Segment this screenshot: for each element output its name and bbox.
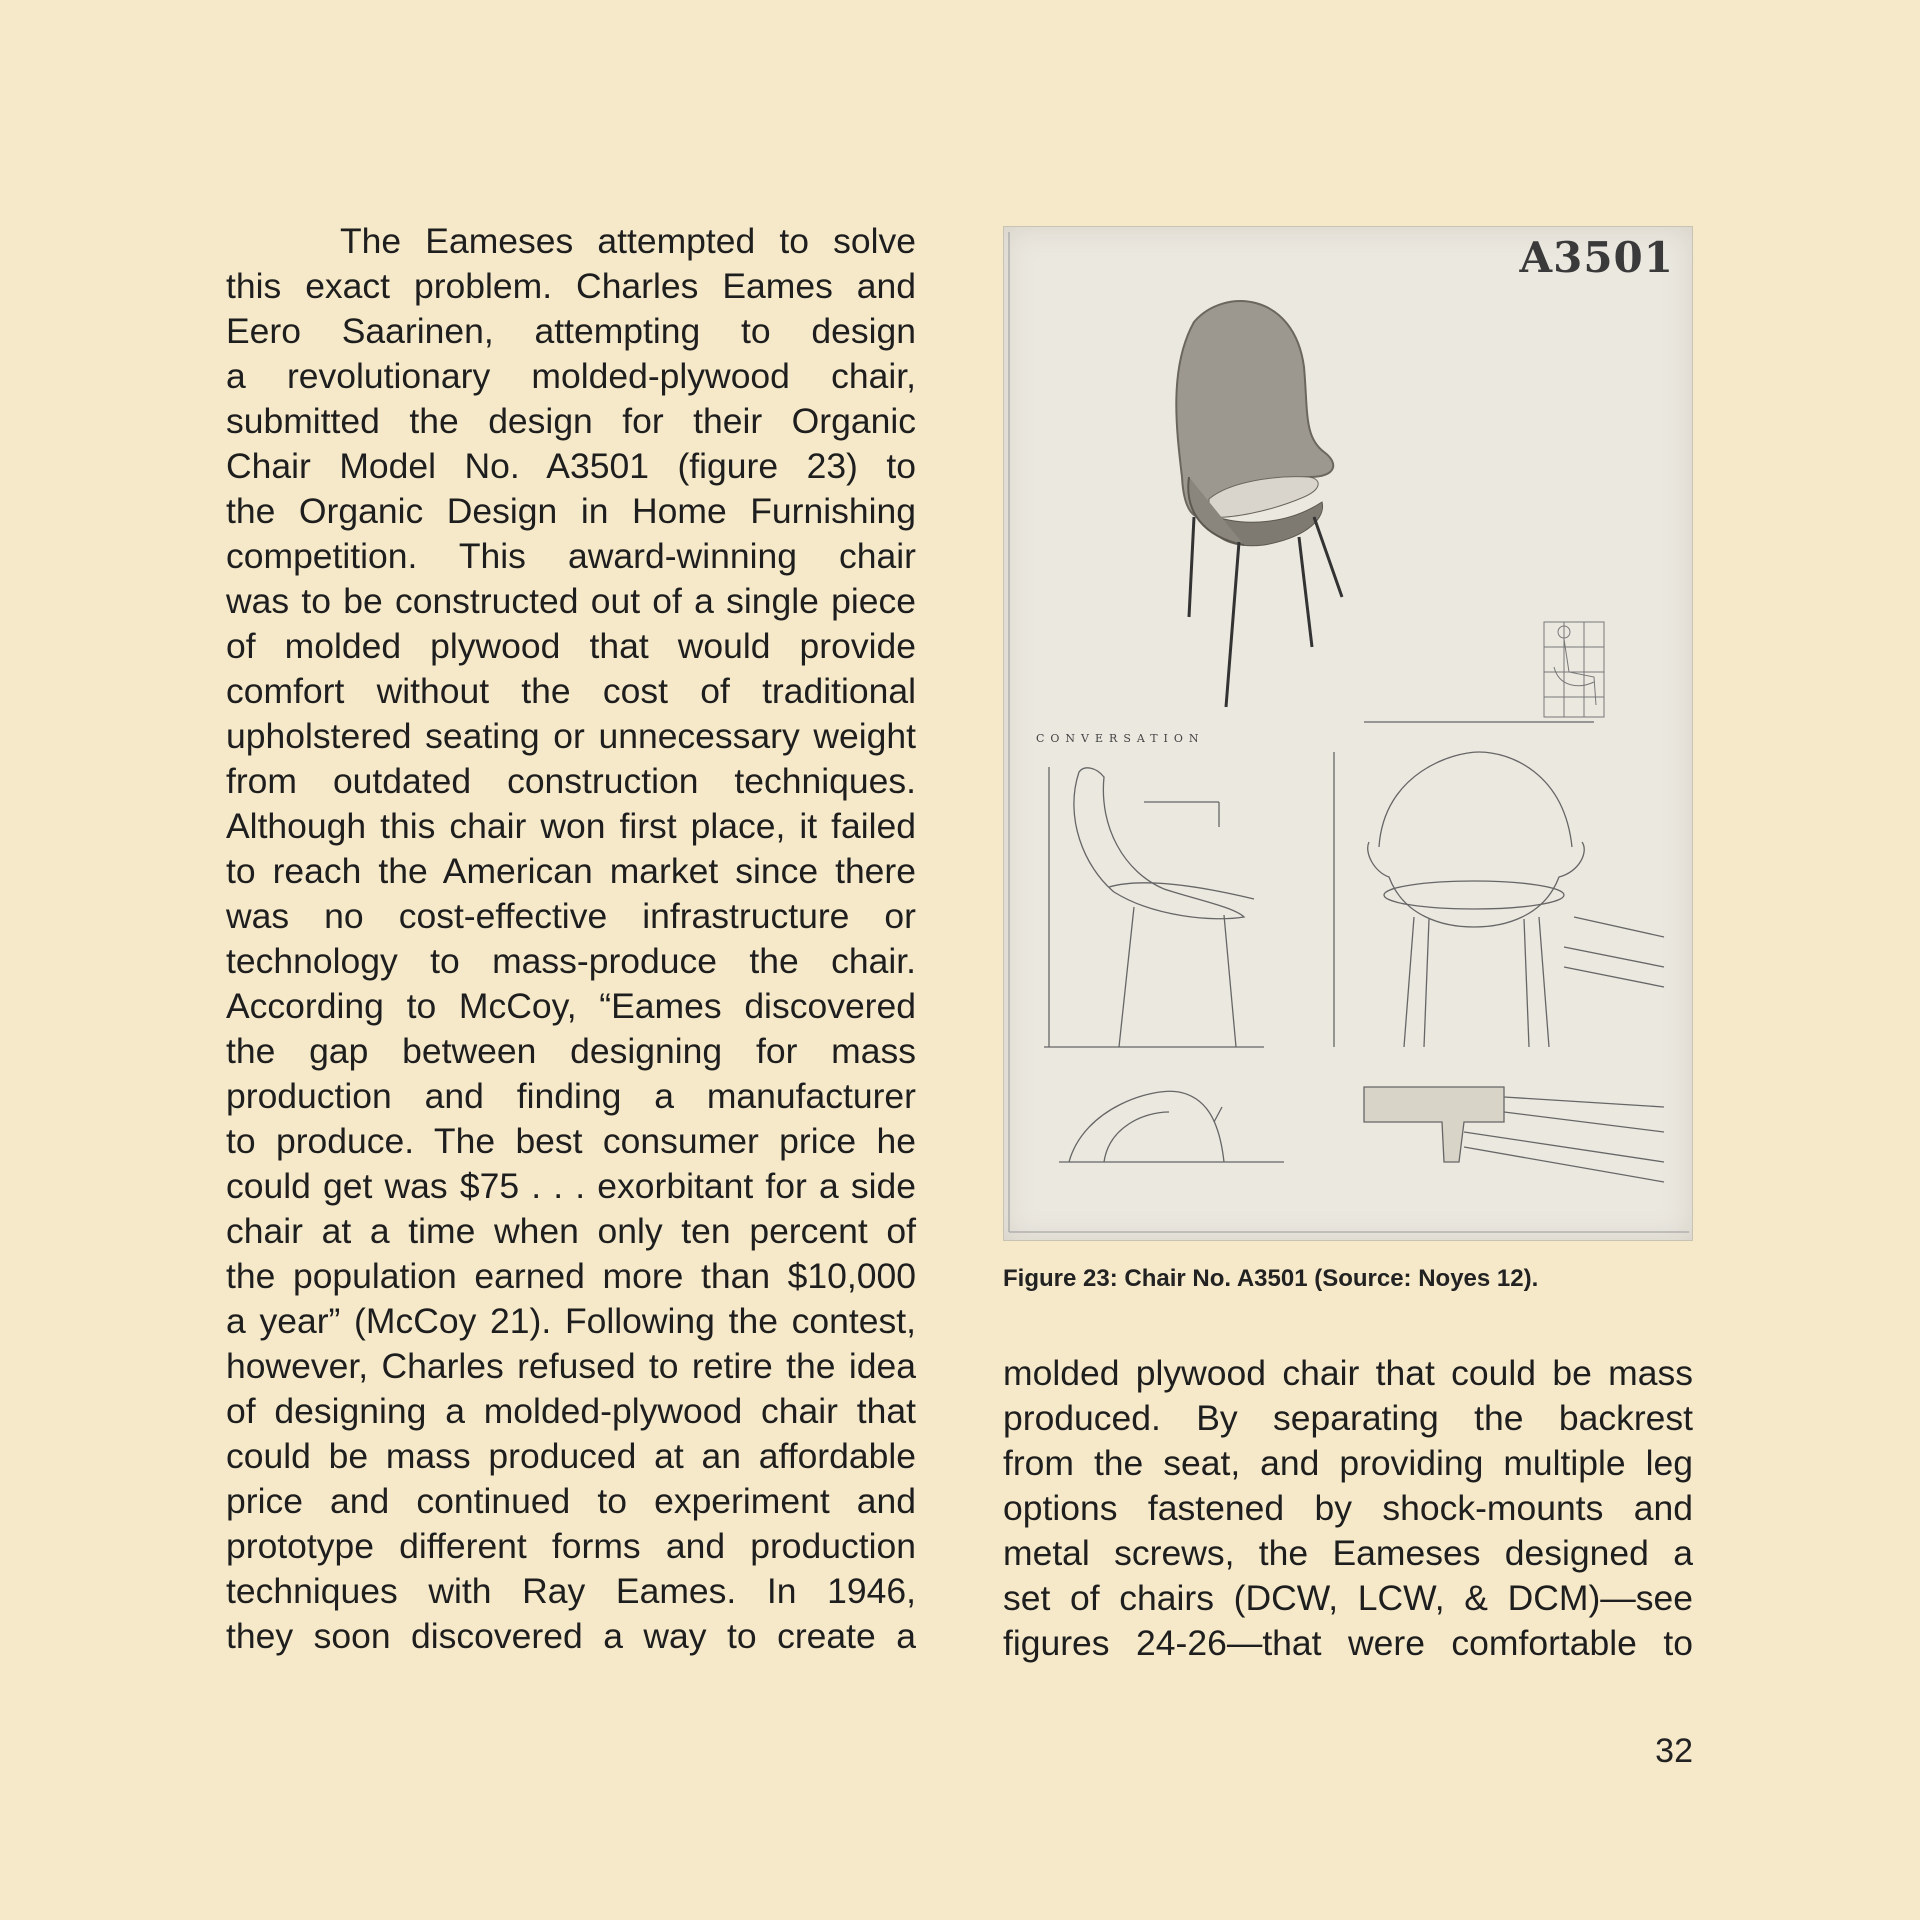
right-text-column bbox=[1003, 1351, 1693, 1666]
side-elevation-drawing bbox=[1044, 767, 1264, 1047]
text-line: upholstered seating or unnecessary weight bbox=[226, 716, 916, 756]
page-number: 32 bbox=[1655, 1732, 1693, 1770]
text-line: they soon discovered a way to create a bbox=[226, 1616, 916, 1656]
section-detail-drawing bbox=[1059, 1087, 1664, 1182]
text-line: the population earned more than $10,000 bbox=[226, 1256, 916, 1296]
text-line: options fastened by shock-mounts and bbox=[1003, 1488, 1693, 1528]
text-line: the Organic Design in Home Furnishing bbox=[226, 491, 916, 531]
text-line: a year” (McCoy 21). Following the contest, bbox=[226, 1301, 916, 1341]
text-line: The Eameses attempted to solve bbox=[340, 221, 916, 261]
person-scale-sketch bbox=[1544, 622, 1604, 717]
text-line: molded plywood chair that could be mass bbox=[1003, 1353, 1693, 1393]
text-line: however, Charles refused to retire the idea bbox=[226, 1346, 916, 1386]
text-line: to reach the American market since there bbox=[226, 851, 916, 891]
text-line: to produce. The best consumer price he bbox=[226, 1121, 916, 1161]
text-line: the gap between designing for mass bbox=[226, 1031, 916, 1071]
text-line: Chair Model No. A3501 (figure 23) to bbox=[226, 446, 916, 486]
text-line: Eero Saarinen, attempting to design bbox=[226, 311, 916, 351]
text-line: of designing a molded-plywood chair that bbox=[226, 1391, 916, 1431]
text-line: a revolutionary molded-plywood chair, bbox=[226, 356, 916, 396]
text-line: submitted the design for their Organic bbox=[226, 401, 916, 441]
text-line: Although this chair won first place, it failed bbox=[226, 806, 916, 846]
text-line: figures 24-26—that were comfortable to bbox=[1003, 1623, 1693, 1663]
text-line: chair at a time when only ten percent of bbox=[226, 1211, 916, 1251]
text-line: from outdated construction techniques. bbox=[226, 761, 916, 801]
text-line: comfort without the cost of traditional bbox=[226, 671, 916, 711]
text-line: According to McCoy, “Eames discovered bbox=[226, 986, 916, 1026]
text-line: production and finding a manufacturer bbox=[226, 1076, 916, 1116]
text-line: competition. This award-winning chair bbox=[226, 536, 916, 576]
figure-model-title: A3501 bbox=[1519, 233, 1674, 282]
text-line: technology to mass-produce the chair. bbox=[226, 941, 916, 981]
figure-conversation-label: CONVERSATION bbox=[1036, 732, 1205, 745]
text-line: could be mass produced at an affordable bbox=[226, 1436, 916, 1476]
text-line: could get was $75 . . . exorbitant for a side bbox=[226, 1166, 916, 1206]
front-elevation-drawing bbox=[1334, 722, 1664, 1047]
text-line: set of chairs (DCW, LCW, & DCM)—see bbox=[1003, 1578, 1693, 1618]
text-line: techniques with Ray Eames. In 1946, bbox=[226, 1571, 916, 1611]
left-text-column bbox=[226, 219, 916, 1659]
text-line: was no cost-effective infrastructure or bbox=[226, 896, 916, 936]
text-line: of molded plywood that would provide bbox=[226, 626, 916, 666]
figure-23-chair-drawing bbox=[1003, 226, 1693, 1241]
figure-caption: Figure 23: Chair No. A3501 (Source: Noyes 12). bbox=[1003, 1265, 1539, 1292]
text-line: from the seat, and providing multiple leg bbox=[1003, 1443, 1693, 1483]
text-line: metal screws, the Eameses designed a bbox=[1003, 1533, 1693, 1573]
text-line: price and continued to experiment and bbox=[226, 1481, 916, 1521]
text-line: was to be constructed out of a single piece bbox=[226, 581, 916, 621]
chair-photo bbox=[1176, 301, 1342, 707]
text-line: this exact problem. Charles Eames and bbox=[226, 266, 916, 306]
text-line: prototype different forms and production bbox=[226, 1526, 916, 1566]
text-line: produced. By separating the backrest bbox=[1003, 1398, 1693, 1438]
